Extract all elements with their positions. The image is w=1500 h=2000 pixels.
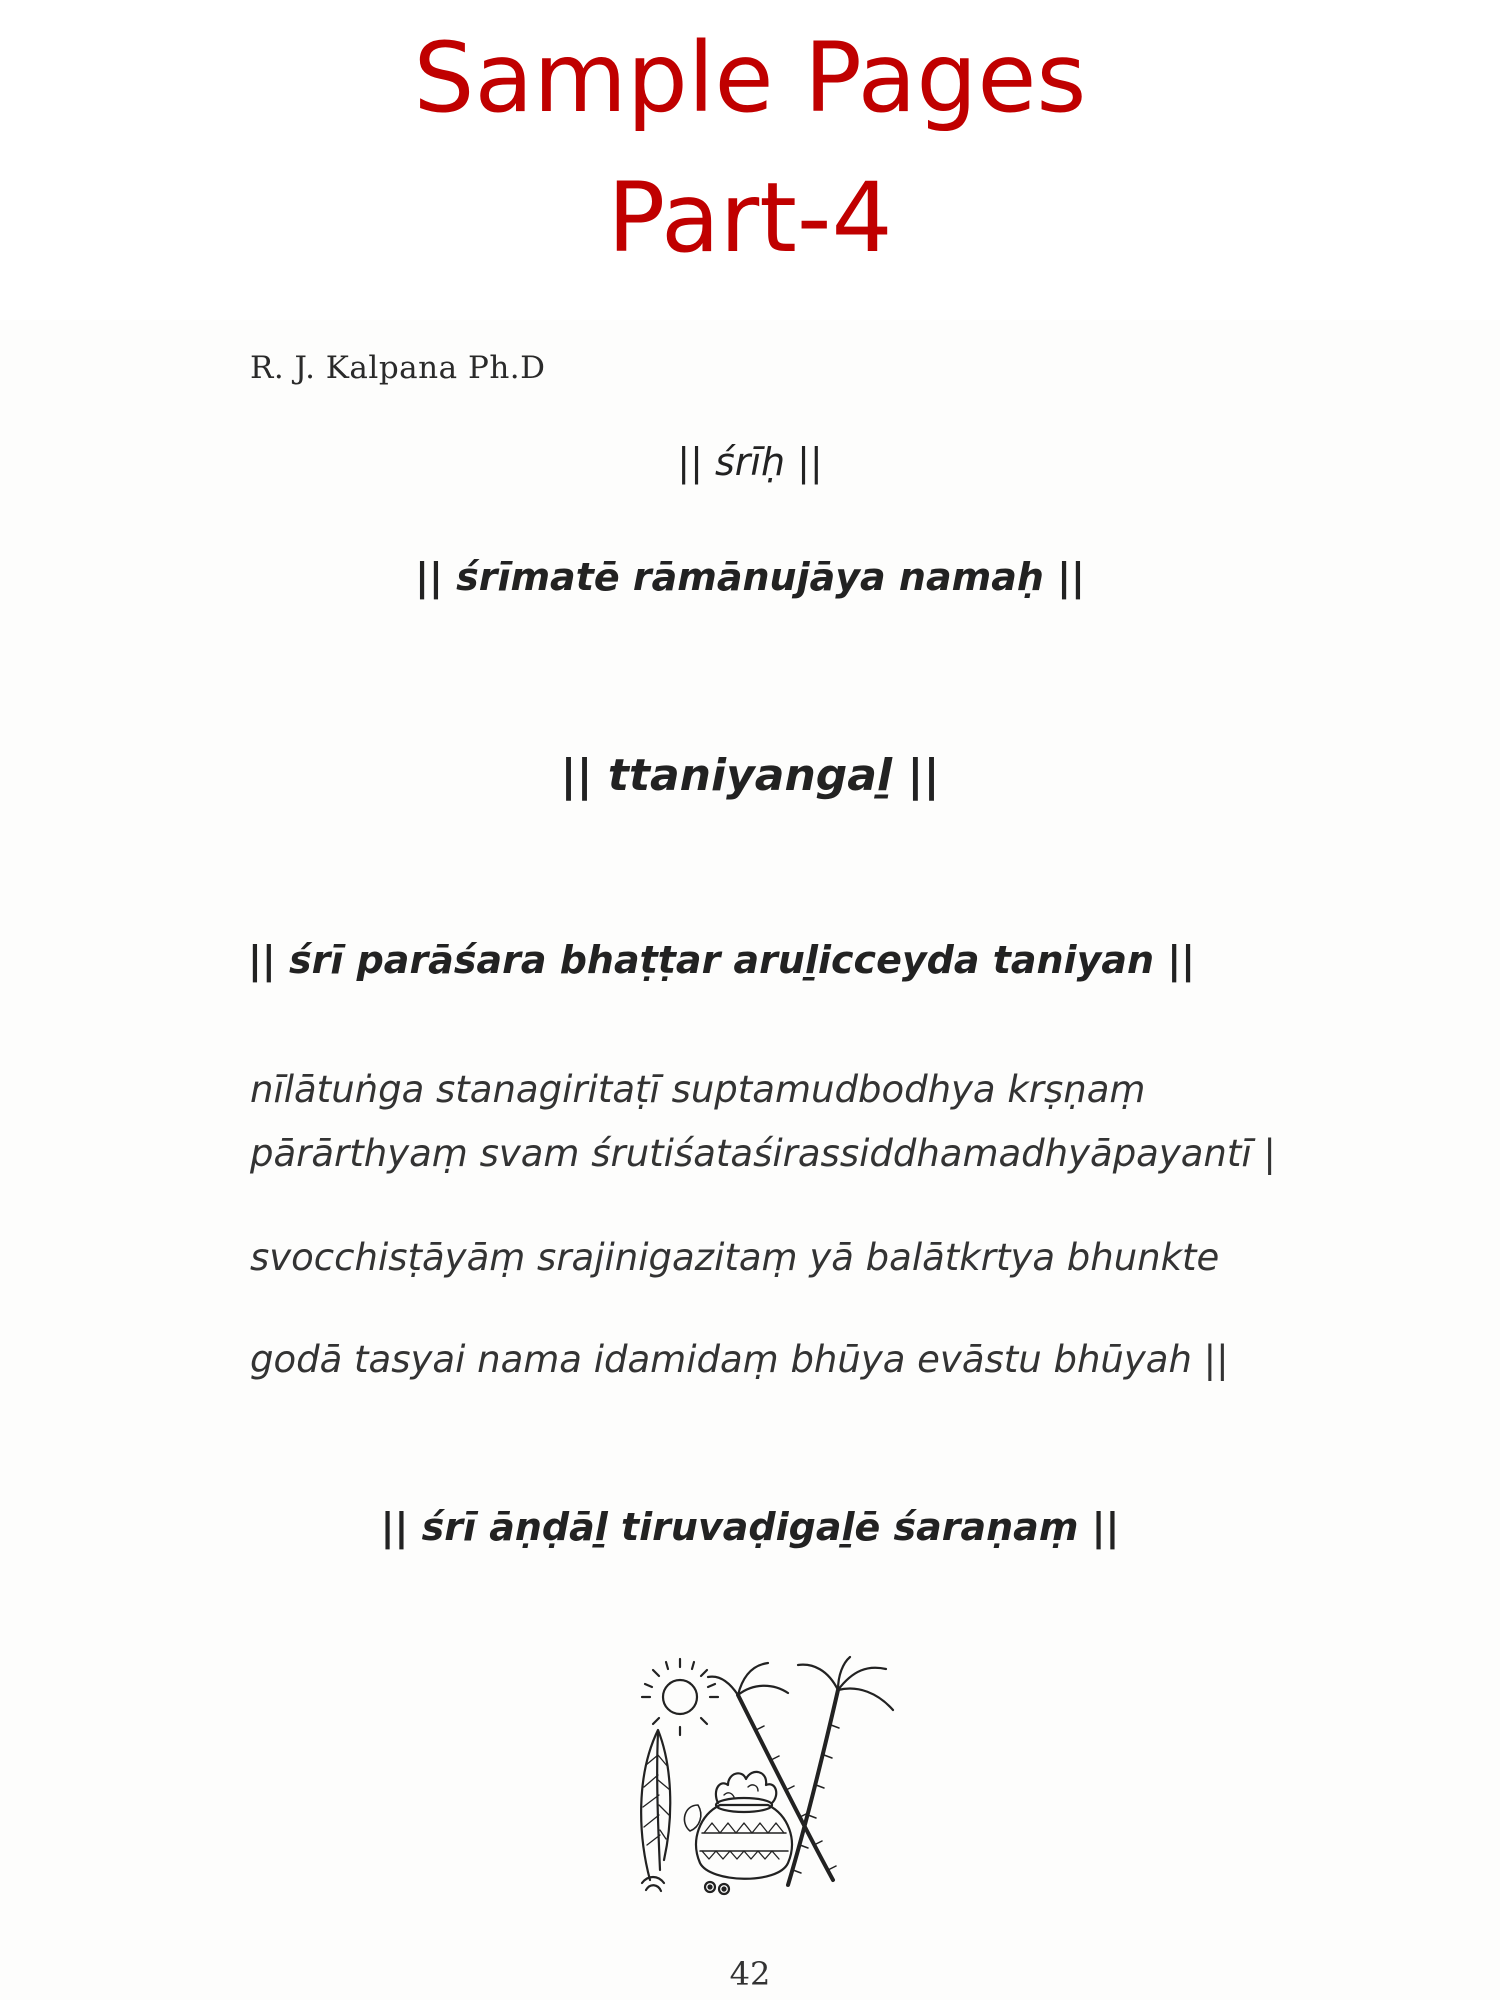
closing-salutation: || śrī āṇḍāḻ tiruvaḍigaḻē śaraṇaṃ || bbox=[380, 1505, 1120, 1549]
page-number: 42 bbox=[729, 1955, 771, 1993]
verse-line: nīlātuṅga stanagiritaṭī suptamudbodhya krṣṇaṃ bbox=[250, 1068, 1146, 1111]
sri-invocation: || śrīḥ || bbox=[677, 440, 823, 484]
verse-line: pārārthyaṃ svam śrutiśataśirassiddhamadhyāpayantī | bbox=[250, 1132, 1276, 1175]
verse-line: godā tasyai nama idamidaṃ bhūya evāstu bhūyah || bbox=[250, 1338, 1229, 1381]
section-heading: || ttaniyangaḻ || bbox=[560, 750, 940, 801]
banner-subtitle: Part-4 bbox=[607, 162, 893, 274]
leaf-icon bbox=[641, 1730, 670, 1891]
book-page bbox=[0, 320, 1500, 2000]
author-name: R. J. Kalpana Ph.D bbox=[250, 350, 546, 386]
pongal-pot-illustration-icon bbox=[628, 1655, 908, 1900]
sun-icon bbox=[642, 1659, 718, 1735]
salutation: || śrīmatē rāmānujāya namaḥ || bbox=[415, 555, 1085, 599]
verse-line: svocchisṭāyāṃ srajinigazitaṃ yā balātkrtya bhunkte bbox=[250, 1236, 1220, 1279]
pot-icon bbox=[684, 1772, 791, 1894]
taniyan-title: || śrī parāśara bhaṭṭar aruḻicceyda taniyan || bbox=[248, 938, 1196, 982]
banner-title: Sample Pages bbox=[413, 22, 1087, 134]
